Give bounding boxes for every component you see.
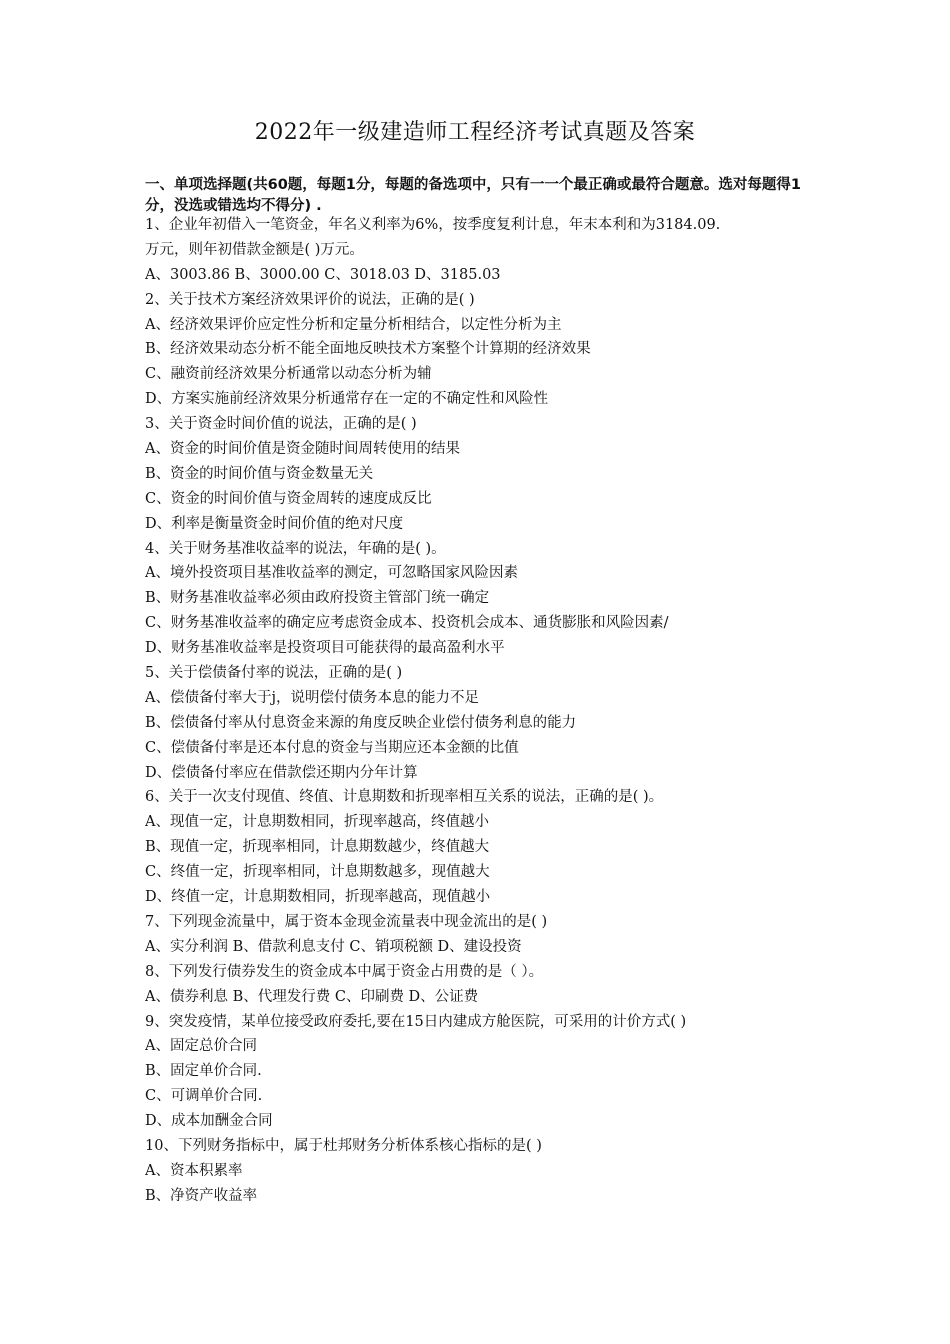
- text-line: D、终值一定，计息期数相同，折现率越高，现值越小: [145, 889, 491, 906]
- text-line: 3、关于资金时间价值的说法，正确的是( ): [145, 416, 417, 433]
- text-line: C、终值一定，折现率相同，计息期数越多，现值越大: [145, 864, 490, 881]
- text-line: B、经济效果动态分析不能全面地反映技术方案整个计算期的经济效果: [145, 341, 591, 358]
- text-line: 7、下列现金流量中，属于资本金现金流量表中现金流出的是( ): [145, 913, 548, 930]
- text-line: A、固定总价合同: [145, 1038, 257, 1055]
- text-line: 2、关于技术方案经济效果评价的说法，正确的是( ): [145, 291, 475, 308]
- text-line: B、现值一定，折现率相同，计息期数越少，终值越大: [145, 839, 490, 856]
- text-line: D、方案实施前经济效果分析通常存在一定的不确定性和风险性: [145, 391, 549, 408]
- text-line: 8、下列发行债券发生的资金成本中属于资金占用费的是（ ）。: [145, 963, 544, 980]
- text-line: B、偿债备付率从付息资金来源的角度反映企业偿付债务利息的能力: [145, 714, 577, 731]
- text-line: A、实分利润 B、借款利息支付 C、销项税额 D、建设投资: [145, 938, 522, 955]
- text-line: B、财务基准收益率必须由政府投资主管部门统一确定: [145, 590, 490, 607]
- text-line: A、现值一定，计息期数相同，折现率越高，终值越小: [145, 814, 489, 831]
- text-line: C、可调单价合同.: [145, 1088, 263, 1105]
- text-line: D、成本加酬金合同: [145, 1113, 273, 1130]
- text-line: C、资金的时间价值与资金周转的速度成反比: [145, 490, 432, 507]
- text-line: 4、关于财务基准收益率的说法，年确的是( )。: [145, 540, 446, 557]
- text-line: D、偿债备付率应在借款偿还期内分年计算: [145, 764, 418, 781]
- text-line: C、融资前经济效果分析通常以动态分析为辅: [145, 366, 432, 383]
- text-line: B、固定单价合同.: [145, 1063, 262, 1080]
- document-title: 2022年一级建造师工程经济考试真题及答案: [254, 120, 696, 145]
- text-line: A、偿债备付率大于j，说明偿付债务本息的能力不足: [145, 689, 479, 706]
- text-line: 9、突发疫情，某单位接受政府委托,要在15日内建成方舱医院，可采用的计价方式( ): [145, 1013, 687, 1030]
- text-line: B、净资产收益率: [145, 1187, 258, 1204]
- text-line: 6、关于一次支付现值、终值、计息期数和折现率相互关系的说法，正确的是( )。: [145, 789, 664, 806]
- text-line: 1、企业年初借入一笔资金，年名义利率为6%，按季度复利计息，年末本利和为3184.09.: [145, 217, 721, 233]
- text-line: A、资本积累率: [145, 1162, 243, 1179]
- text-line: D、利率是衡量资金时间价值的绝对尺度: [145, 515, 404, 532]
- text-line: A、债券利息 B、代理发行费 C、印刷费 D、公证费: [145, 988, 479, 1005]
- text-line: 万元，则年初借款金额是( )万元。: [145, 241, 364, 258]
- text-line: B、资金的时间价值与资金数量无关: [145, 465, 374, 482]
- section-heading: 一、单项选择题(共60题，每题1分，每题的备选项中，只有一一个最正确或最符合题意。选对每题得1分，没选或错选均不得分) .: [145, 177, 801, 214]
- text-line: A、经济效果评价应定性分析和定量分析相结合，以定性分析为主: [145, 316, 562, 333]
- text-line: A、境外投资项目基准收益率的测定，可忽略国家风险因素: [145, 565, 518, 582]
- text-line: 5、关于偿债备付率的说法，正确的是( ): [145, 665, 403, 682]
- text-line: C、偿债备付率是还本付息的资金与当期应还本金额的比值: [145, 739, 519, 756]
- text-line: A、3003.86 B、3000.00 C、3018.03 D、3185.03: [145, 266, 501, 283]
- text-line: D、财务基准收益率是投资项目可能获得的最高盈利水平: [145, 640, 505, 657]
- question-list: [145, 213, 805, 1209]
- text-line: 10、下列财务指标中，属于杜邦财务分析体系核心指标的是( ): [145, 1137, 542, 1154]
- text-line: A、资金的时间价值是资金随时间周转使用的结果: [145, 441, 460, 458]
- text-line: C、财务基准收益率的确定应考虑资金成本、投资机会成本、通货膨胀和风险因素/: [145, 615, 669, 632]
